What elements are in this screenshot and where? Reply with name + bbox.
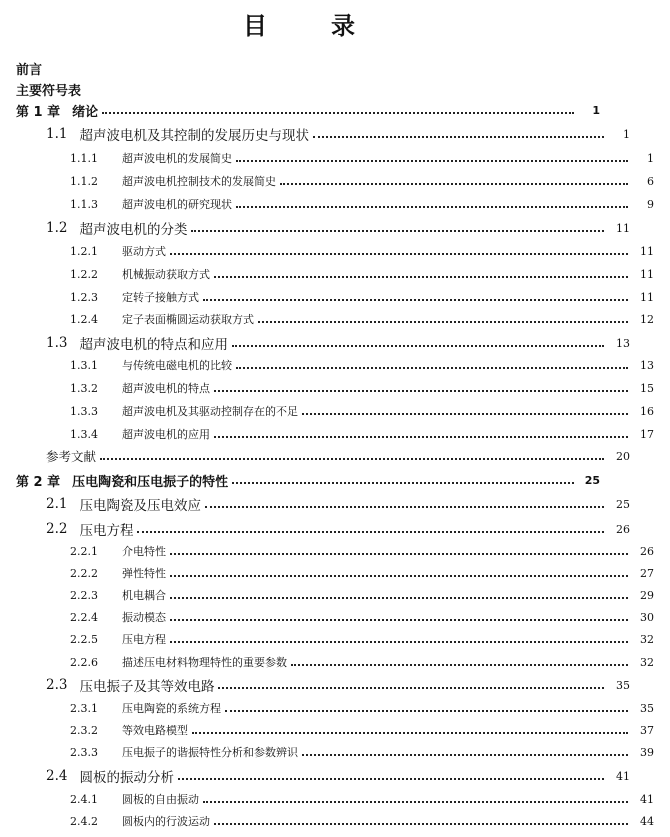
toc-entry-number: 1.1.3 — [70, 197, 98, 211]
toc-entry-number: 2.4 — [46, 768, 68, 784]
toc-entry-title: 超声波电机的应用 — [122, 428, 210, 441]
toc-entry-number: 2.3.1 — [70, 701, 98, 715]
toc-page-number: 20 — [616, 449, 630, 463]
toc-page-number: 32 — [640, 655, 654, 669]
toc-entry-number: 2.2.4 — [70, 610, 98, 624]
dot-leader — [205, 506, 604, 508]
toc-page-number: 11 — [640, 244, 654, 258]
toc-subsection-entry[interactable] — [0, 355, 670, 375]
dot-leader — [170, 253, 628, 255]
toc-entry-title: 等效电路模型 — [122, 724, 188, 737]
dot-leader — [192, 732, 628, 734]
dot-leader — [302, 413, 628, 415]
toc-subsection-entry[interactable] — [0, 563, 670, 583]
toc-subsection-entry[interactable] — [0, 629, 670, 649]
toc-entry-number: 1.2.1 — [70, 244, 98, 258]
toc-front-matter[interactable] — [0, 79, 616, 99]
toc-entry-number: 1.3 — [46, 335, 68, 351]
toc-chapter-entry[interactable] — [0, 100, 616, 120]
toc-entry-title: 前言 — [16, 62, 43, 78]
toc-references-entry[interactable] — [0, 446, 646, 466]
toc-page-number: 11 — [640, 267, 654, 281]
toc-entry-number: 1.3.1 — [70, 358, 98, 372]
dot-leader — [313, 136, 604, 138]
dot-leader — [232, 345, 604, 347]
toc-entry-title: 机电耦合 — [122, 589, 166, 602]
toc-subsection-entry[interactable] — [0, 585, 670, 605]
dot-leader — [302, 754, 628, 756]
dot-leader — [170, 641, 628, 643]
toc-page-number: 30 — [640, 610, 654, 624]
toc-page-number: 13 — [640, 358, 654, 372]
toc-entry-number: 2.3.3 — [70, 745, 98, 759]
toc-entry-title: 定转子接触方式 — [122, 291, 199, 304]
toc-entry-number: 第 1 章 — [16, 104, 61, 120]
dot-leader — [137, 531, 604, 533]
toc-subsection-entry[interactable] — [0, 698, 670, 718]
toc-entry-title: 振动模态 — [122, 611, 166, 624]
toc-entry-title: 压电振子的谐振特性分析和参数辨识 — [122, 746, 298, 759]
toc-subsection-entry[interactable] — [0, 194, 670, 214]
dot-leader — [232, 482, 574, 484]
toc-entry-number: 1.1.1 — [70, 151, 98, 165]
toc-entry-title: 主要符号表 — [16, 83, 82, 99]
toc-page-number: 39 — [640, 745, 654, 759]
toc-entry-number: 1.2.3 — [70, 290, 98, 304]
toc-entry-title: 超声波电机的特点和应用 — [79, 337, 228, 353]
dot-leader — [170, 575, 628, 577]
toc-entry-number: 2.2.1 — [70, 544, 98, 558]
toc-section-entry[interactable] — [0, 333, 646, 353]
toc-entry-title: 压电陶瓷和压电振子的特性 — [72, 474, 229, 490]
toc-entry-number: 1.3.2 — [70, 381, 98, 395]
toc-page-number: 17 — [640, 427, 654, 441]
toc-page-number: 26 — [640, 544, 654, 558]
toc-page-number: 25 — [616, 497, 630, 511]
dot-leader — [170, 553, 628, 555]
dot-leader — [102, 112, 574, 114]
toc-page-number: 44 — [640, 814, 654, 828]
toc-entry-number: 2.4.2 — [70, 814, 98, 828]
toc-subsection-entry[interactable] — [0, 148, 670, 168]
toc-entry-title: 超声波电机的研究现状 — [122, 198, 232, 211]
toc-subsection-entry[interactable] — [0, 401, 670, 421]
toc-subsection-entry[interactable] — [0, 811, 670, 831]
toc-entry-number: 第 2 章 — [16, 474, 61, 490]
toc-page-number: 35 — [640, 701, 654, 715]
toc-page-number: 12 — [640, 312, 654, 326]
toc-entry-title: 压电方程 — [79, 523, 134, 539]
dot-leader — [280, 183, 628, 185]
title-char-2: 录 — [331, 12, 357, 40]
dot-leader — [236, 160, 628, 162]
toc-subsection-entry[interactable] — [0, 287, 670, 307]
toc-page-number: 1 — [592, 103, 600, 117]
toc-subsection-entry[interactable] — [0, 541, 670, 561]
toc-section-entry[interactable] — [0, 124, 646, 144]
dot-leader — [214, 276, 628, 278]
toc-entry-number: 2.2 — [46, 521, 68, 537]
toc-page-number: 13 — [616, 336, 630, 350]
toc-entry-number: 1.2.2 — [70, 267, 98, 281]
dot-leader — [100, 458, 604, 460]
toc-page-number: 9 — [647, 197, 654, 211]
toc-page-number: 26 — [616, 522, 630, 536]
toc-entry-number: 2.3 — [46, 677, 68, 693]
dot-leader — [203, 801, 628, 803]
toc-entry-title: 描述压电材料物理特性的重要参数 — [122, 656, 287, 669]
toc-subsection-entry[interactable] — [0, 652, 670, 672]
toc-entry-title: 超声波电机的特点 — [122, 382, 210, 395]
toc-entry-title: 与传统电磁电机的比较 — [122, 359, 232, 372]
dot-leader — [214, 390, 628, 392]
toc-entry-number: 1.3.4 — [70, 427, 98, 441]
toc-page-number: 41 — [616, 769, 630, 783]
toc-page-number: 11 — [640, 290, 654, 304]
toc-page-number: 6 — [647, 174, 654, 188]
toc-entry-title: 绪论 — [72, 104, 99, 120]
toc-entry-number: 2.4.1 — [70, 792, 98, 806]
toc-front-matter[interactable] — [0, 58, 616, 78]
toc-entry-title: 超声波电机及其控制的发展历史与现状 — [79, 128, 309, 144]
toc-page-number: 11 — [616, 221, 630, 235]
dot-leader — [258, 321, 628, 323]
toc-subsection-entry[interactable] — [0, 720, 670, 740]
dot-leader — [191, 230, 604, 232]
toc-subsection-entry[interactable] — [0, 309, 670, 329]
toc-entry-title: 驱动方式 — [122, 245, 166, 258]
toc-entry-title: 超声波电机的分类 — [79, 222, 188, 238]
toc-entry-title: 超声波电机的发展简史 — [122, 152, 232, 165]
toc-entry-title: 机械振动获取方式 — [122, 268, 210, 281]
toc-entry-number: 2.3.2 — [70, 723, 98, 737]
toc-entry-number: 2.1 — [46, 496, 68, 512]
toc-entry-title: 压电方程 — [122, 633, 166, 646]
toc-subsection-entry[interactable] — [0, 264, 670, 284]
toc-section-entry[interactable] — [0, 766, 646, 786]
toc-subsection-entry[interactable] — [0, 424, 670, 444]
toc-subsection-entry[interactable] — [0, 171, 670, 191]
toc-page-number: 35 — [616, 678, 630, 692]
toc-section-entry[interactable] — [0, 218, 646, 238]
toc-section-entry[interactable] — [0, 494, 646, 514]
toc-entry-title: 弹性特性 — [122, 567, 166, 580]
toc-section-entry[interactable] — [0, 675, 646, 695]
toc-entry-title: 参考文献 — [46, 449, 97, 464]
dot-leader — [178, 778, 604, 780]
dot-leader — [203, 299, 628, 301]
dot-leader — [170, 597, 628, 599]
toc-entry-title: 压电振子及其等效电路 — [79, 679, 215, 695]
toc-chapter-entry[interactable] — [0, 470, 616, 490]
dot-leader — [236, 206, 628, 208]
toc-entry-number: 2.2.5 — [70, 632, 98, 646]
toc-page-number: 37 — [640, 723, 654, 737]
toc-page-number: 41 — [640, 792, 654, 806]
toc-entry-title: 超声波电机及其驱动控制存在的不足 — [122, 405, 298, 418]
toc-entry-number: 2.2.3 — [70, 588, 98, 602]
toc-page-number: 27 — [640, 566, 654, 580]
dot-leader — [218, 687, 604, 689]
toc-page-number: 16 — [640, 404, 654, 418]
toc-entry-number: 1.2 — [46, 220, 68, 236]
toc-entry-title: 圆板的振动分析 — [79, 770, 174, 786]
toc-entry-number: 2.2.2 — [70, 566, 98, 580]
toc-page-number: 29 — [640, 588, 654, 602]
page-title — [0, 6, 600, 41]
toc-entry-title: 圆板的自由振动 — [122, 793, 199, 806]
toc-entry-title: 定子表面椭圆运动获取方式 — [122, 313, 254, 326]
toc-entry-number: 2.2.6 — [70, 655, 98, 669]
toc-page-number: 32 — [640, 632, 654, 646]
dot-leader — [214, 436, 628, 438]
toc-page-number: 15 — [640, 381, 654, 395]
toc-entry-title: 圆板内的行波运动 — [122, 815, 210, 828]
dot-leader — [170, 619, 628, 621]
toc-entry-title: 介电特性 — [122, 545, 166, 558]
toc-entry-number: 1.1 — [46, 126, 68, 142]
toc-entry-title: 压电陶瓷及压电效应 — [79, 498, 201, 514]
title-char-1: 目 — [243, 12, 269, 40]
toc-section-entry[interactable] — [0, 519, 646, 539]
toc-entry-title: 压电陶瓷的系统方程 — [122, 702, 221, 715]
toc-entry-number: 1.2.4 — [70, 312, 98, 326]
toc-subsection-entry[interactable] — [0, 241, 670, 261]
toc-page-number: 1 — [623, 127, 630, 141]
toc-entry-number: 1.1.2 — [70, 174, 98, 188]
dot-leader — [236, 367, 628, 369]
dot-leader — [225, 710, 628, 712]
toc-page-number: 25 — [584, 473, 600, 487]
toc-entry-number: 1.3.3 — [70, 404, 98, 418]
dot-leader — [291, 664, 628, 666]
toc-entry-title: 超声波电机控制技术的发展简史 — [122, 175, 276, 188]
toc-subsection-entry[interactable] — [0, 378, 670, 398]
dot-leader — [214, 823, 628, 825]
toc-page-number: 1 — [647, 151, 654, 165]
toc-subsection-entry[interactable] — [0, 742, 670, 762]
toc-subsection-entry[interactable] — [0, 607, 670, 627]
toc-subsection-entry[interactable] — [0, 789, 670, 809]
